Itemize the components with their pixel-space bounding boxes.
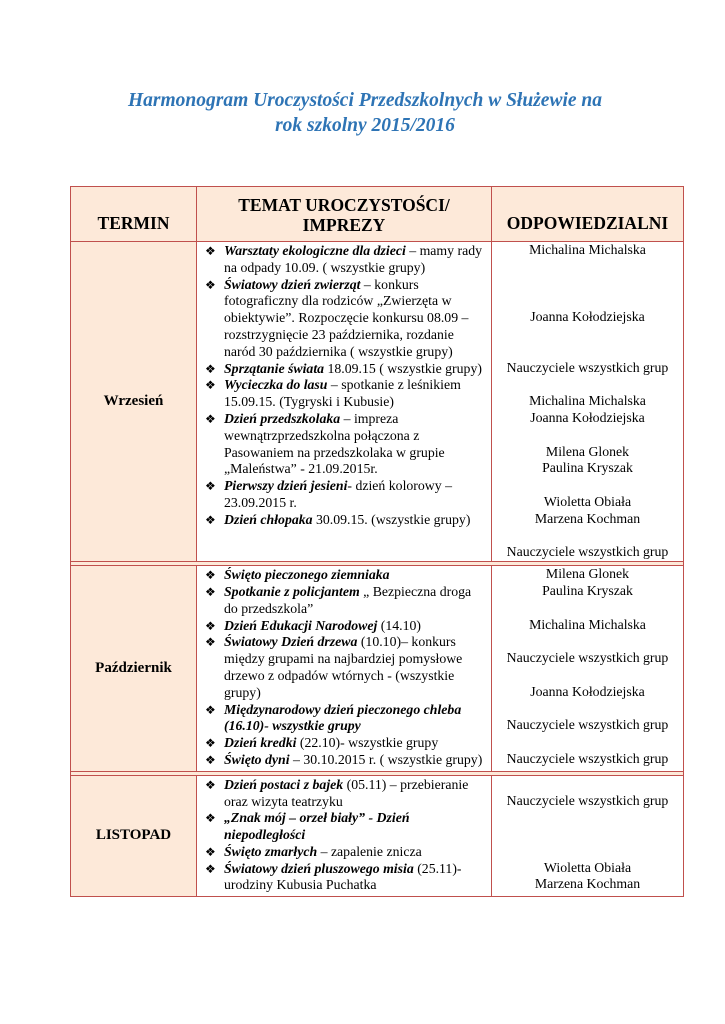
- responsible-spacer: [492, 776, 683, 793]
- event-item: [203, 777, 485, 811]
- month-name: LISTOPAD: [71, 775, 197, 897]
- bullet-icon: ❖: [205, 378, 216, 393]
- responsible-person: Nauczyciele wszystkich grup: [506, 544, 669, 560]
- event-item: [203, 844, 485, 861]
- bullet-icon: ❖: [205, 618, 216, 633]
- event-detail: (22.10)- wszystkie grupy: [296, 735, 439, 751]
- responsible-person: Nauczyciele wszystkich grup: [506, 750, 669, 766]
- responsible-spacer: [492, 427, 683, 444]
- bullet-icon: ❖: [205, 512, 216, 527]
- event-title: Światowy dzień zwierząt: [224, 276, 361, 292]
- event-detail: (05.11) – przebieranie oraz wizyta teatrzyku: [224, 776, 469, 809]
- event-title: Dzień postaci z bajek: [224, 776, 344, 792]
- event-title: Sprzątanie świata: [224, 360, 325, 376]
- responsible-person: Nauczyciele wszystkich grup: [506, 650, 669, 666]
- responsible-person: Joanna Kołodziejska: [530, 309, 645, 325]
- event-item: [203, 478, 485, 512]
- responsible-spacer: [492, 843, 683, 860]
- responsible-spacer: [492, 667, 683, 684]
- responsible-person: Milena Glonek: [545, 566, 630, 582]
- month-name: Wrzesień: [71, 242, 197, 562]
- bullet-icon: ❖: [205, 736, 216, 751]
- bullet-icon: ❖: [205, 752, 216, 767]
- responsible-person: Nauczyciele wszystkich grup: [506, 792, 669, 808]
- bullet-icon: ❖: [205, 844, 216, 859]
- event-list: [203, 243, 485, 529]
- document-title: [60, 88, 670, 138]
- event-item: [203, 411, 485, 478]
- event-title: Dzień chłopaka: [224, 511, 313, 527]
- event-detail: – spotkanie z leśnikiem 15.09.15. (Tygryski i Kubusie): [224, 377, 461, 410]
- responsible-person: Michalina Michalska: [529, 242, 646, 257]
- bullet-icon: ❖: [205, 811, 216, 826]
- responsible-person: Paulina Kryszak: [542, 582, 633, 598]
- event-item: [203, 634, 485, 701]
- event-detail: (25.11)- urodziny Kubusia Puchatka: [224, 860, 462, 893]
- bullet-icon: ❖: [205, 584, 216, 599]
- responsible-spacer: [492, 809, 683, 826]
- responsible-person: Milena Glonek: [545, 443, 630, 459]
- responsible-person: Nauczyciele wszystkich grup: [506, 717, 669, 733]
- event-item: [203, 735, 485, 752]
- event-list: [203, 777, 485, 895]
- month-row-2: [71, 566, 684, 772]
- responsible-spacer: [492, 633, 683, 650]
- events-cell: [197, 566, 492, 772]
- responsible-spacer: [492, 326, 683, 343]
- bullet-icon: ❖: [205, 277, 216, 292]
- event-detail: 30.09.15. (wszystkie grupy): [312, 511, 471, 527]
- event-detail: (10.10)– konkurs między grupami na najbardziej pomysłowe drzewo z odpadów wtórnych - (wszystkie grupy): [224, 634, 463, 700]
- bullet-icon: ❖: [205, 702, 216, 717]
- title-line-1: Harmonogram Uroczystości Przedszkolnych w Służewie na: [127, 90, 602, 111]
- event-title: Międzynarodowy dzień pieczonego chleba (16.10)- wszystkie grupy: [224, 701, 462, 734]
- event-item: [203, 243, 485, 277]
- bullet-icon: ❖: [205, 777, 216, 792]
- event-item: [203, 584, 485, 618]
- event-title: Spotkanie z policjantem: [224, 583, 360, 599]
- responsible-spacer: [492, 343, 683, 360]
- event-item: [203, 810, 485, 844]
- header-temat-line-1: TEMAT UROCZYSTOŚCI/: [238, 195, 450, 215]
- responsible-cell: [492, 566, 684, 772]
- header-temat: [197, 187, 492, 242]
- event-detail: – impreza wewnątrzprzedszkolna połączona z Pasowaniem na przedszkolaka w grupie „Maleństwa” - 21.09.2015r.: [224, 410, 445, 477]
- bullet-icon: ❖: [205, 861, 216, 876]
- responsible-person: Wioletta Obiała: [543, 859, 632, 875]
- responsible-person: Wioletta Obiała: [543, 493, 632, 509]
- event-title: Światowy dzień pluszowego misia: [224, 860, 414, 876]
- event-title: Święto zmarłych: [224, 843, 318, 859]
- responsible-person: Nauczyciele wszystkich grup: [506, 359, 669, 375]
- bullet-icon: ❖: [205, 244, 216, 258]
- bullet-icon: ❖: [205, 479, 216, 494]
- header-temat-line-2: IMPREZY: [302, 215, 386, 235]
- header-odpowiedzialni: ODPOWIEDZIALNI: [492, 187, 684, 242]
- header-termin: TERMIN: [71, 187, 197, 242]
- responsible-cell: [492, 242, 684, 562]
- event-detail: – mamy rady na odpady 10.09. ( wszystkie grupy): [224, 243, 483, 275]
- bullet-icon: ❖: [205, 635, 216, 650]
- event-item: [203, 567, 485, 584]
- event-title: Dzień kredki: [224, 735, 297, 751]
- responsible-spacer: [492, 528, 683, 545]
- schedule-body: [71, 242, 684, 897]
- responsible-spacer: [492, 477, 683, 494]
- responsible-spacer: [492, 276, 683, 293]
- event-detail: (14.10): [377, 617, 421, 633]
- responsible-person: Marzena Kochman: [534, 876, 641, 892]
- event-title: Dzień Edukacji Narodowej: [224, 617, 378, 633]
- responsible-person: Paulina Kryszak: [542, 460, 633, 476]
- event-item: [203, 512, 485, 529]
- title-line-2: rok szkolny 2015/2016: [275, 115, 455, 136]
- responsible-spacer: [492, 600, 683, 617]
- events-cell: [197, 242, 492, 562]
- month-row-1: [71, 242, 684, 562]
- events-cell: [197, 775, 492, 897]
- event-list: [203, 567, 485, 769]
- responsible-spacer: [492, 292, 683, 309]
- event-title: „Znak mój – orzeł biały” - Dzień niepodległości: [224, 810, 410, 843]
- bullet-icon: ❖: [205, 361, 216, 376]
- responsible-person: Joanna Kołodziejska: [530, 409, 645, 425]
- responsible-person: Michalina Michalska: [529, 393, 646, 409]
- month-row-3: [71, 775, 684, 897]
- schedule-table: [70, 186, 684, 897]
- event-detail: – zapalenie znicza: [317, 843, 422, 859]
- event-title: Święto pieczonego ziemniaka: [224, 567, 390, 583]
- responsible-spacer: [492, 701, 683, 718]
- event-item: [203, 277, 485, 361]
- responsible-person: Michalina Michalska: [529, 616, 646, 632]
- responsible-spacer: [492, 259, 683, 276]
- event-detail: – konkurs fotograficzny dla rodziców „Zwierzęta w obiektywie”. Rozpoczęcie konkursu 08.09 – rozstrzygnięcie 23 października, rozdanie naród 30 października ( wszystkie grupy): [224, 276, 469, 359]
- event-title: Warsztaty ekologiczne dla dzieci: [224, 243, 406, 258]
- event-title: Święto dyni: [224, 751, 290, 767]
- bullet-icon: ❖: [205, 411, 216, 426]
- event-item: [203, 361, 485, 378]
- event-item: [203, 618, 485, 635]
- responsible-person: Marzena Kochman: [534, 510, 641, 526]
- event-detail: „ Bezpieczna droga do przedszkola”: [224, 583, 472, 616]
- event-item: [203, 377, 485, 411]
- event-title: Pierwszy dzień jesieni: [224, 478, 348, 494]
- responsible-person: Joanna Kołodziejska: [530, 683, 645, 699]
- event-item: [203, 861, 485, 895]
- responsible-spacer: [492, 826, 683, 843]
- event-title: Światowy Dzień drzewa: [224, 634, 358, 650]
- event-item: [203, 702, 485, 736]
- responsible-spacer: [492, 376, 683, 393]
- event-detail: – 30.10.2015 r. ( wszystkie grupy): [289, 751, 483, 767]
- event-item: [203, 752, 485, 769]
- event-title: Dzień przedszkolaka: [224, 410, 341, 426]
- bullet-icon: ❖: [205, 568, 216, 583]
- event-detail: - dzień kolorowy – 23.09.2015 r.: [224, 478, 453, 510]
- month-name: Październik: [71, 566, 197, 772]
- event-title: Wycieczka do lasu: [224, 377, 328, 393]
- responsible-spacer: [492, 734, 683, 751]
- table-header-row: [71, 187, 684, 242]
- responsible-cell: [492, 775, 684, 897]
- event-detail: 18.09.15 ( wszystkie grupy): [324, 360, 482, 376]
